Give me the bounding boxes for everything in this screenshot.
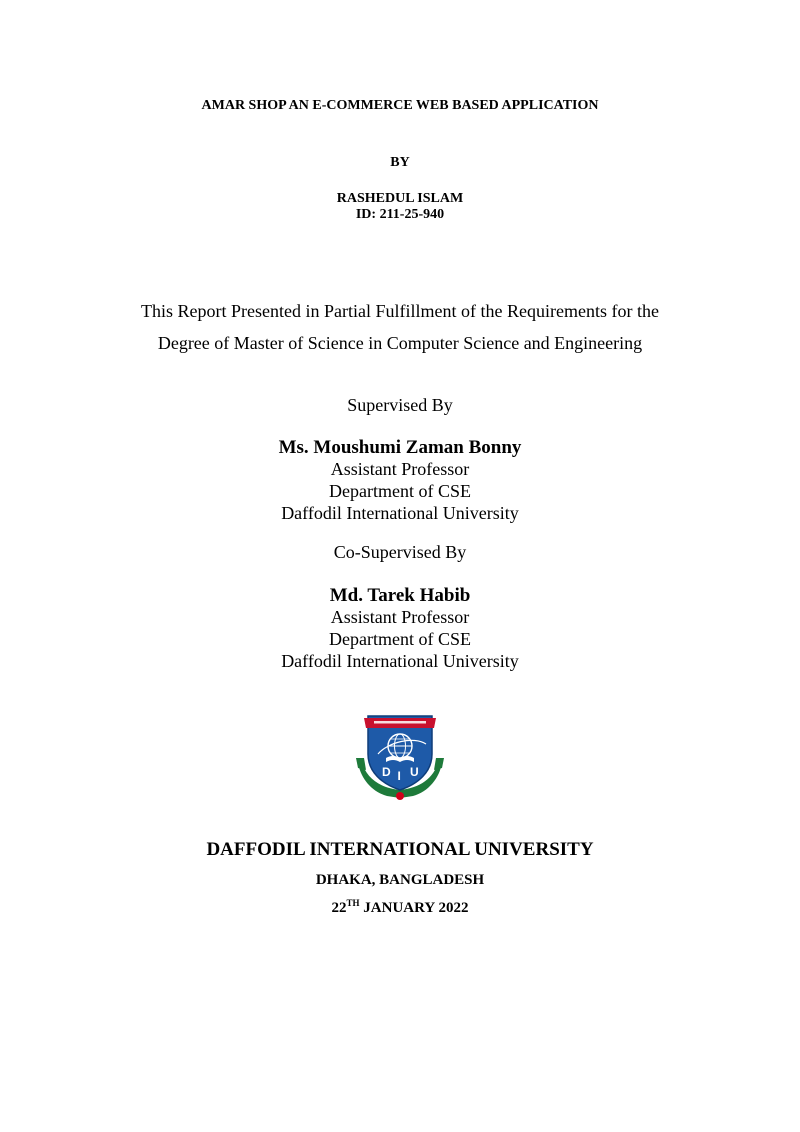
supervised-by-label: Supervised By	[347, 395, 453, 415]
supervisor-department: Department of CSE	[329, 481, 471, 501]
by-label: BY	[390, 155, 410, 170]
co-supervisor-designation: Assistant Professor	[330, 607, 470, 627]
svg-text:D: D	[382, 765, 391, 779]
author-name: RASHEDUL ISLAM	[336, 191, 464, 206]
date-rest: JANUARY 2022	[359, 900, 469, 916]
date-day: 22	[331, 900, 347, 916]
diu-logo-icon	[354, 708, 446, 804]
co-supervisor-university: Daffodil International University	[281, 651, 519, 671]
submission-date	[0, 898, 800, 916]
co-supervisor-name: Md. Tarek Habib	[329, 585, 471, 606]
svg-text:I: I	[397, 769, 401, 783]
institution-name: DAFFODIL INTERNATIONAL UNIVERSITY	[206, 839, 594, 860]
author-id: ID: 211-25-940	[355, 207, 445, 222]
supervisor-university: Daffodil International University	[281, 503, 519, 523]
supervisor-name: Ms. Moushumi Zaman Bonny	[278, 437, 522, 458]
institution-location: DHAKA, BANGLADESH	[315, 872, 485, 888]
report-title: AMAR SHOP AN E-COMMERCE WEB BASED APPLICATION	[201, 98, 599, 113]
purpose-line-2: Degree of Master of Science in Computer Science and Engineering	[157, 333, 643, 353]
co-supervisor-department: Department of CSE	[329, 629, 471, 649]
svg-text:U: U	[410, 765, 419, 779]
date-suffix: TH	[346, 898, 360, 908]
purpose-line-1: This Report Presented in Partial Fulfillment of the Requirements for the	[141, 301, 659, 321]
co-supervised-by-label: Co-Supervised By	[333, 542, 467, 562]
supervisor-designation: Assistant Professor	[330, 459, 470, 479]
